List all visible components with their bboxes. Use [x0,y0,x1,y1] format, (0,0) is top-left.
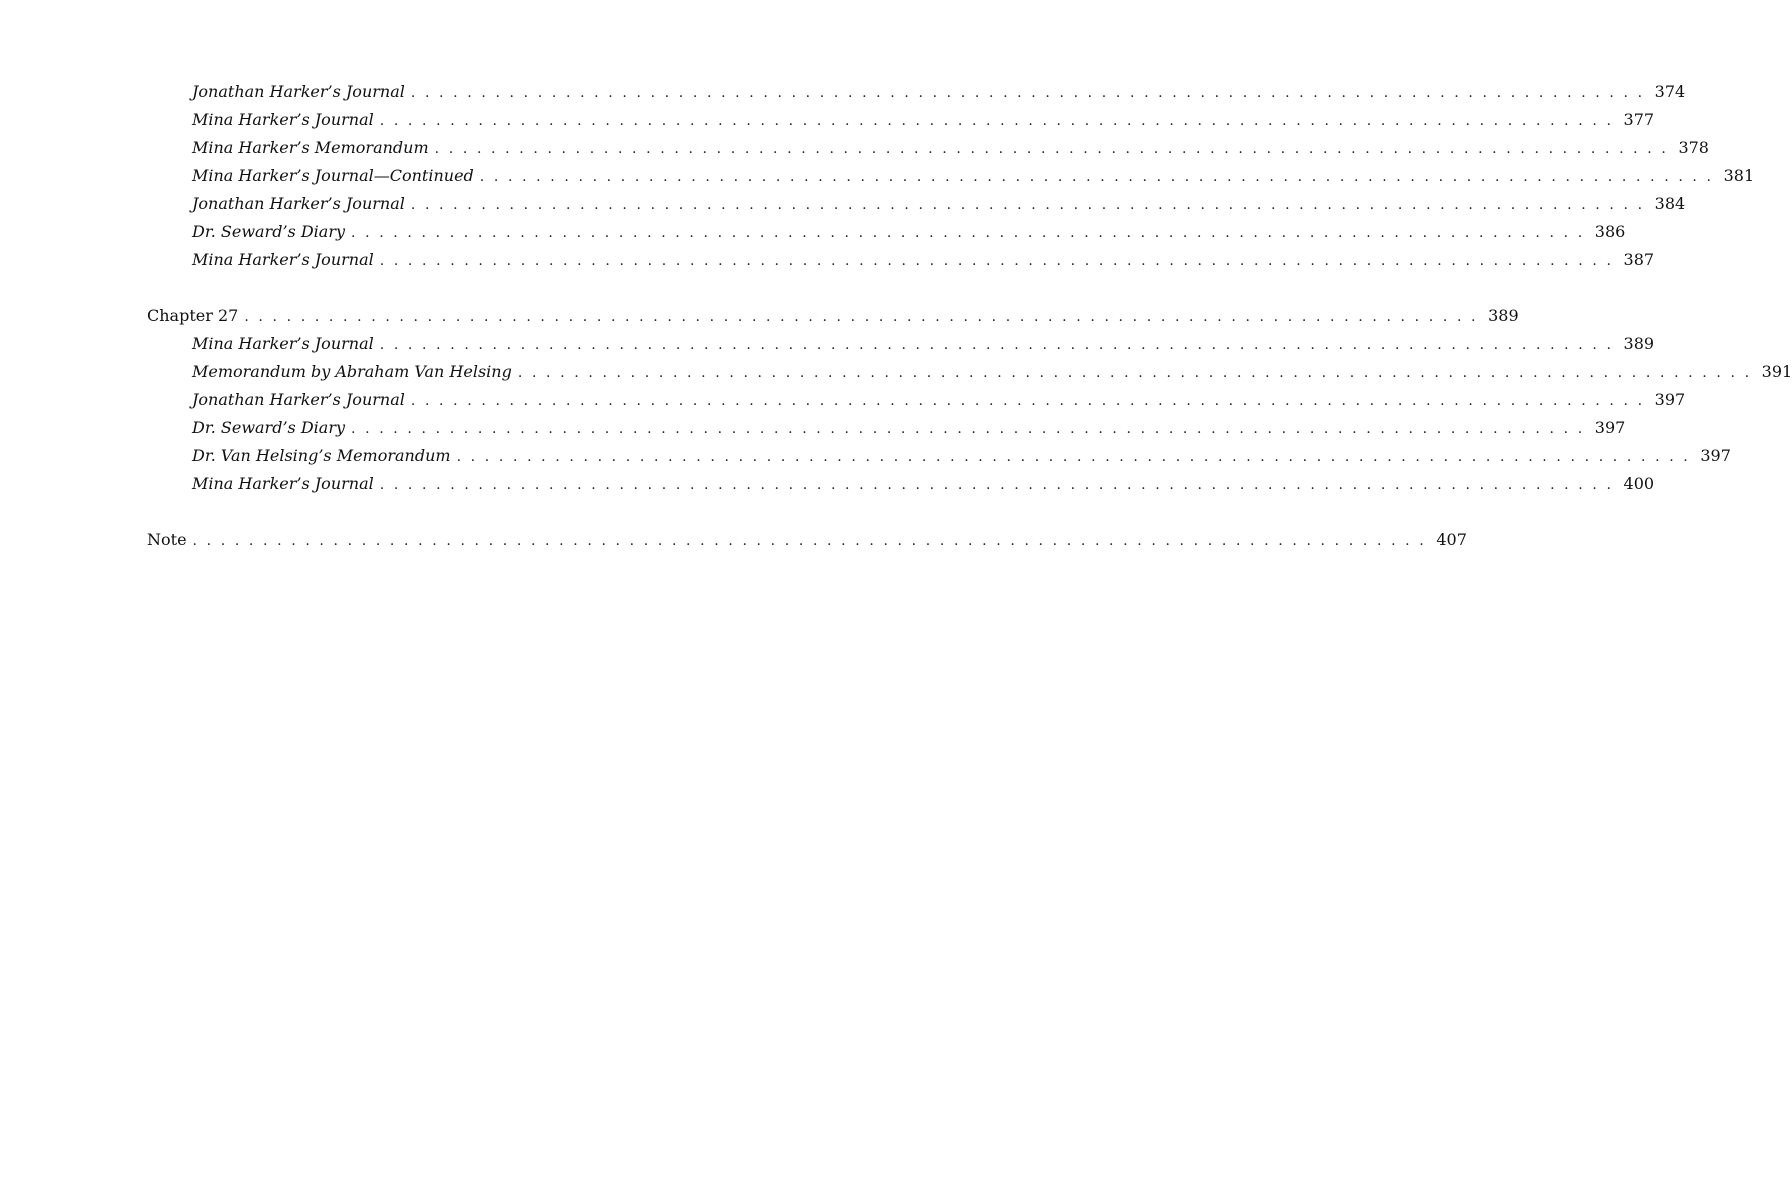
toc-entry-title: Mina Harker’s Journal—Continued [192,166,474,185]
toc-entry-page: 377 [1623,110,1655,129]
toc-entry[interactable] [147,134,1709,162]
toc-entry-title: Mina Harker’s Memorandum [192,138,429,157]
toc-entry-page: 381 [1723,166,1755,185]
toc-entry[interactable] [147,106,1655,134]
toc-entry[interactable] [147,218,1626,246]
toc-entry[interactable] [147,414,1626,442]
note-page: 407 [1436,530,1467,549]
dot-leader: . . . . . . . . . . . . . . . . . . . . . . . . . . . . . . . . . . . . . . . . . . . . . . . . . . . . . . . . . . . . . . . . . . . . . . . . . . . . . . . . . . . . . . . . [456,449,1691,465]
section-spacer [147,498,758,526]
toc-entry-page: 397 [1594,418,1626,437]
table-of-contents [147,78,1792,554]
toc-entry-page: 387 [1623,250,1655,269]
toc-entry-title: Dr. Van Helsing’s Memorandum [192,446,451,465]
dot-leader: . . . . . . . . . . . . . . . . . . . . . . . . . . . . . . . . . . . . . . . . . . . . . . . . . . . . . . . . . . . . . . . . . . . . . . . . . . . . . . . . . . . . . . . . [379,477,1614,493]
dot-leader: . . . . . . . . . . . . . . . . . . . . . . . . . . . . . . . . . . . . . . . . . . . . . . . . . . . . . . . . . . . . . . . . . . . . . . . . . . . . . . . . . . . . . . . . [351,225,1585,241]
toc-entry[interactable] [147,246,1655,274]
dot-leader: . . . . . . . . . . . . . . . . . . . . . . . . . . . . . . . . . . . . . . . . . . . . . . . . . . . . . . . . . . . . . . . . . . . . . . . . . . . . . . . . . . . . . . . . [517,365,1752,381]
toc-entry[interactable] [147,78,1686,106]
dot-leader: . . . . . . . . . . . . . . . . . . . . . . . . . . . . . . . . . . . . . . . . . . . . . . . . . . . . . . . . . . . . . . . . . . . . . . . . . . . . . . . . . . . . . . . . [192,533,1427,549]
toc-chapter-27[interactable] [147,302,1519,330]
chapter-title: Chapter 27 [147,306,239,325]
toc-entry-title: Jonathan Harker’s Journal [192,82,405,101]
toc-entry[interactable] [147,470,1655,498]
toc-entry[interactable] [147,358,1792,386]
dot-leader: . . . . . . . . . . . . . . . . . . . . . . . . . . . . . . . . . . . . . . . . . . . . . . . . . . . . . . . . . . . . . . . . . . . . . . . . . . . . . . . . . . . . . . . . [379,113,1614,129]
toc-entry[interactable] [147,330,1655,358]
dot-leader: . . . . . . . . . . . . . . . . . . . . . . . . . . . . . . . . . . . . . . . . . . . . . . . . . . . . . . . . . . . . . . . . . . . . . . . . . . . . . . . . . . . . . . . . [379,337,1614,353]
toc-entry-title: Mina Harker’s Journal [192,110,374,129]
dot-leader: . . . . . . . . . . . . . . . . . . . . . . . . . . . . . . . . . . . . . . . . . . . . . . . . . . . . . . . . . . . . . . . . . . . . . . . . . . . . . . . . . . . . . . . . [379,253,1614,269]
toc-entry-page: 374 [1654,82,1686,101]
toc-entry-page: 397 [1700,446,1731,465]
toc-entry-title: Mina Harker’s Journal [192,334,374,353]
toc-entry-page: 384 [1654,194,1686,213]
chapter-page: 389 [1488,306,1519,325]
toc-entry-title: Jonathan Harker’s Journal [192,390,405,409]
toc-entry[interactable] [147,386,1686,414]
toc-entry-page: 386 [1594,222,1626,241]
toc-entry[interactable] [147,442,1731,470]
toc-entry-page: 397 [1654,390,1686,409]
toc-entry-page: 389 [1623,334,1655,353]
toc-note[interactable] [147,526,1467,554]
toc-entry[interactable] [147,162,1755,190]
toc-entry-title: Dr. Seward’s Diary [192,222,345,241]
note-title: Note [147,530,187,549]
dot-leader: . . . . . . . . . . . . . . . . . . . . . . . . . . . . . . . . . . . . . . . . . . . . . . . . . . . . . . . . . . . . . . . . . . . . . . . . . . . . . . . . . . . . . . . . [410,393,1645,409]
dot-leader: . . . . . . . . . . . . . . . . . . . . . . . . . . . . . . . . . . . . . . . . . . . . . . . . . . . . . . . . . . . . . . . . . . . . . . . . . . . . . . . . . . . . . . . . [351,421,1585,437]
toc-entry-page: 378 [1678,138,1709,157]
toc-entry-page: 400 [1623,474,1655,493]
dot-leader: . . . . . . . . . . . . . . . . . . . . . . . . . . . . . . . . . . . . . . . . . . . . . . . . . . . . . . . . . . . . . . . . . . . . . . . . . . . . . . . . . . . . . . . . [410,197,1645,213]
dot-leader: . . . . . . . . . . . . . . . . . . . . . . . . . . . . . . . . . . . . . . . . . . . . . . . . . . . . . . . . . . . . . . . . . . . . . . . . . . . . . . . . . . . . . . . . [434,141,1669,157]
dot-leader: . . . . . . . . . . . . . . . . . . . . . . . . . . . . . . . . . . . . . . . . . . . . . . . . . . . . . . . . . . . . . . . . . . . . . . . . . . . . . . . . . . . . . . . . [244,309,1479,325]
toc-entry[interactable] [147,190,1686,218]
toc-entry-page: 391 [1761,362,1792,381]
toc-entry-title: Mina Harker’s Journal [192,474,374,493]
section-spacer [147,274,758,302]
toc-entry-title: Mina Harker’s Journal [192,250,374,269]
dot-leader: . . . . . . . . . . . . . . . . . . . . . . . . . . . . . . . . . . . . . . . . . . . . . . . . . . . . . . . . . . . . . . . . . . . . . . . . . . . . . . . . . . . . . . . . [479,169,1714,185]
dot-leader: . . . . . . . . . . . . . . . . . . . . . . . . . . . . . . . . . . . . . . . . . . . . . . . . . . . . . . . . . . . . . . . . . . . . . . . . . . . . . . . . . . . . . . . . [410,85,1645,101]
toc-entry-title: Jonathan Harker’s Journal [192,194,405,213]
toc-entry-title: Dr. Seward’s Diary [192,418,345,437]
toc-entry-title: Memorandum by Abraham Van Helsing [192,362,512,381]
